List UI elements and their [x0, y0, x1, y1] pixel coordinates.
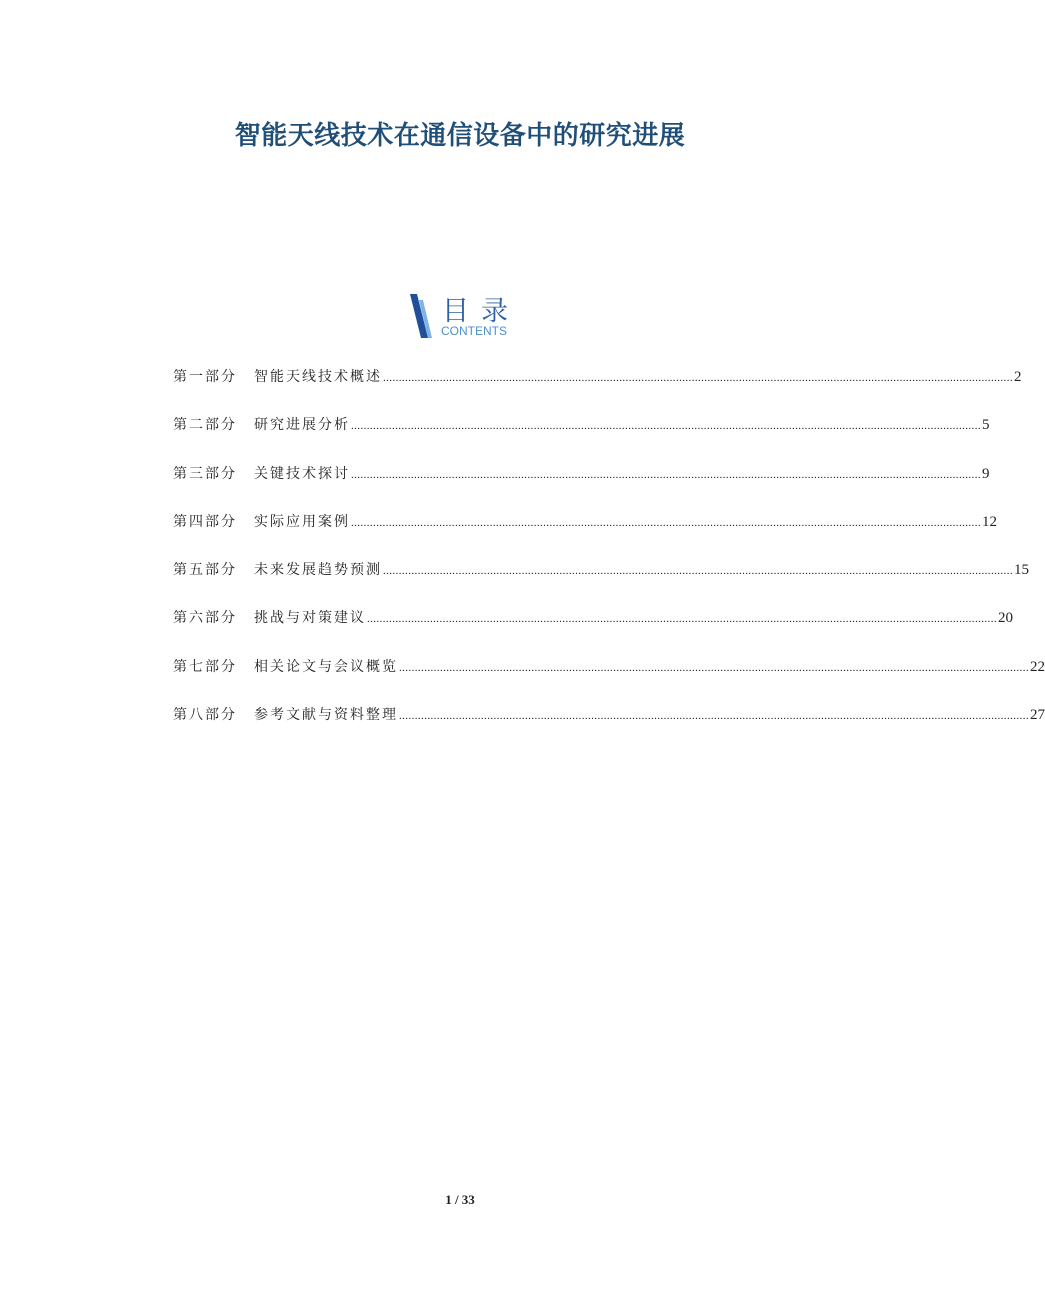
- toc-entry-part: 第五部分: [173, 562, 237, 579]
- table-of-contents: [173, 364, 1045, 750]
- toc-entry[interactable]: [173, 702, 1045, 750]
- toc-dot-leader: ........................................................................................................................................................................................................: [399, 661, 1029, 674]
- document-title: 智能天线技术在通信设备中的研究进展: [234, 121, 686, 151]
- toc-entry-page: 27: [1030, 707, 1045, 724]
- toc-entry[interactable]: [173, 605, 1013, 653]
- toc-entry-title: 参考文献与资料整理: [254, 707, 398, 724]
- toc-entry-part: 第二部分: [173, 417, 237, 434]
- toc-entry-page: 15: [1014, 562, 1029, 579]
- toc-entry-page: 2: [1014, 369, 1022, 385]
- toc-heading-subtitle: CONTENTS: [441, 324, 507, 338]
- toc-heading-title: 目录: [442, 296, 520, 327]
- toc-entry-title: 未来发展趋势预测: [254, 562, 382, 579]
- toc-dot-leader: ........................................................................................................................................................................................................: [383, 372, 1013, 384]
- toc-dot-leader: ........................................................................................................................................................................................................: [367, 613, 997, 626]
- toc-entry-title: 智能天线技术概述: [254, 369, 382, 385]
- toc-entry[interactable]: [173, 461, 990, 509]
- toc-entry-title: 相关论文与会议概览: [254, 658, 398, 675]
- toc-dot-leader: ........................................................................................................................................................................................................: [351, 468, 981, 481]
- toc-dot-leader: ........................................................................................................................................................................................................: [351, 420, 981, 433]
- toc-dot-leader: ........................................................................................................................................................................................................: [383, 565, 1013, 578]
- toc-entry-page: 12: [982, 513, 997, 530]
- toc-entry-part: 第一部分: [173, 369, 237, 385]
- toc-entry[interactable]: [173, 509, 997, 557]
- toc-entry-page: 9: [982, 465, 990, 482]
- toc-entry-part: 第八部分: [173, 707, 237, 724]
- toc-dot-leader: ........................................................................................................................................................................................................: [351, 516, 981, 529]
- toc-entry-title: 研究进展分析: [254, 417, 350, 434]
- toc-entry-title: 实际应用案例: [254, 513, 350, 530]
- toc-entry-title: 关键技术探讨: [254, 465, 350, 482]
- toc-entry-page: 5: [982, 417, 990, 434]
- toc-entry[interactable]: [173, 364, 1022, 412]
- toc-entry-part: 第七部分: [173, 658, 237, 675]
- toc-entry-title: 挑战与对策建议: [254, 610, 366, 627]
- toc-entry-part: 第四部分: [173, 513, 237, 530]
- toc-logo-icon: [408, 294, 434, 340]
- toc-entry-part: 第六部分: [173, 610, 237, 627]
- toc-entry[interactable]: [173, 557, 1029, 605]
- page-indicator: 1 / 33: [445, 1192, 475, 1207]
- toc-dot-leader: ........................................................................................................................................................................................................: [399, 710, 1029, 723]
- toc-entry-page: 22: [1030, 658, 1045, 675]
- toc-entry[interactable]: [173, 412, 990, 460]
- toc-entry-page: 20: [998, 610, 1013, 627]
- toc-heading: [408, 292, 528, 340]
- toc-entry[interactable]: [173, 654, 1045, 702]
- toc-entry-part: 第三部分: [173, 465, 237, 482]
